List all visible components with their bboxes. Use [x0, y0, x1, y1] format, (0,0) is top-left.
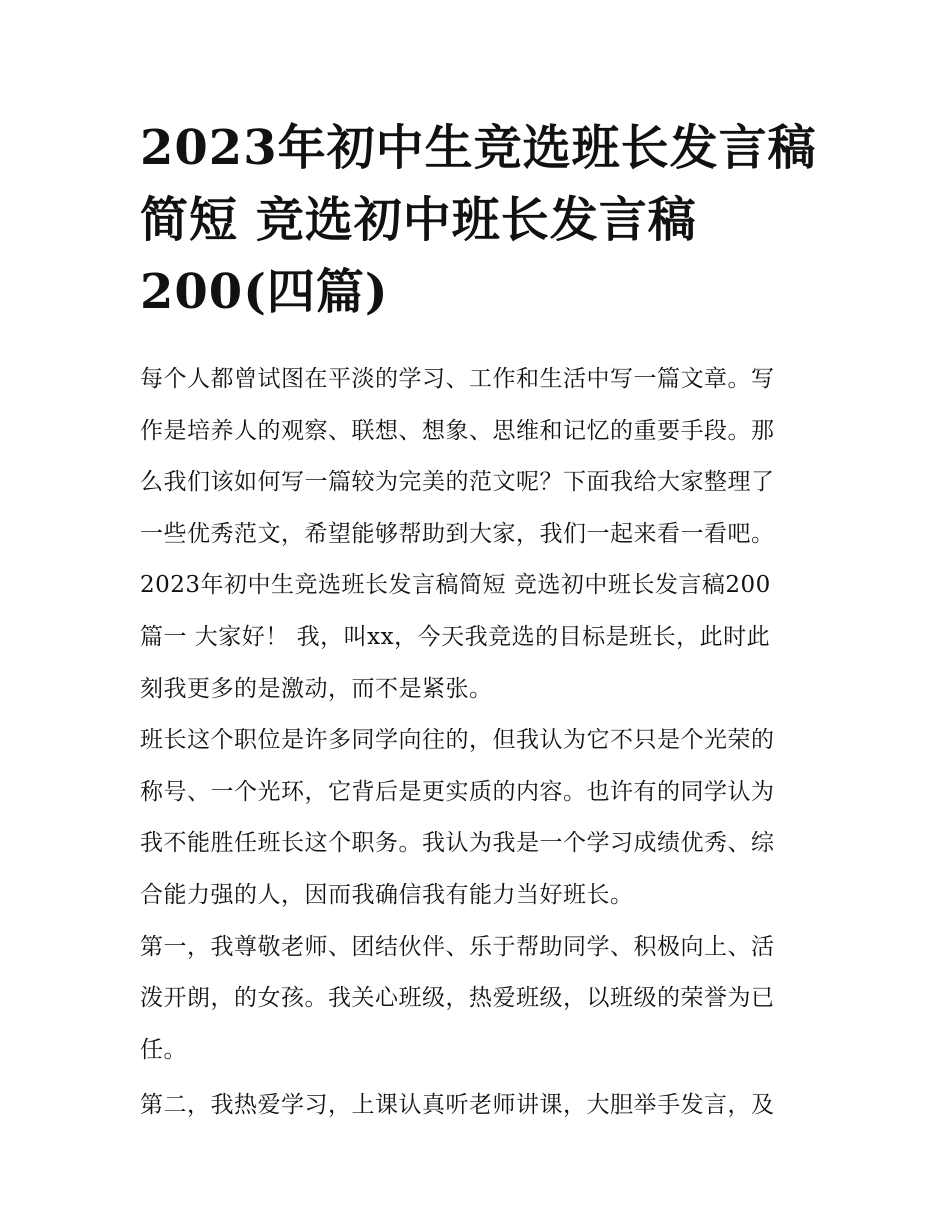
body-line: 班长这个职位是许多同学向往的，但我认为它不只是个光荣的 [140, 727, 775, 754]
body-line: 我不能胜任班长这个职务。我认为我是一个学习成绩优秀、综 [140, 830, 775, 857]
body-line: 作是培养人的观察、联想、想象、思维和记忆的重要手段。那 [140, 417, 775, 444]
title-line-2: 简短 竞选初中班长发言稿 [140, 192, 697, 248]
body-line: 么我们该如何写一篇较为完美的范文呢？下面我给大家整理了 [140, 469, 775, 496]
body-line: 第一，我尊敬老师、团结伙伴、乐于帮助同学、积极向上、活 [140, 933, 775, 960]
body-line: 篇一 大家好！ 我，叫xx，今天我竞选的目标是班长，此时此 [140, 623, 771, 650]
body-line: 刻我更多的是激动，而不是紧张。 [140, 675, 493, 702]
document-body [140, 354, 820, 1132]
title-line-1: 2023年初中生竞选班长发言稿 [140, 120, 817, 176]
body-line: 2023年初中生竞选班长发言稿简短 竞选初中班长发言稿200 [140, 572, 771, 599]
body-line: 合能力强的人，因而我确信我有能力当好班长。 [140, 881, 634, 908]
body-line: 第二，我热爱学习，上课认真听老师讲课，大胆举手发言，及 [140, 1092, 775, 1119]
title-line-3: 200(四篇) [140, 264, 389, 320]
body-line: 一些优秀范文，希望能够帮助到大家，我们一起来看一看吧。 [140, 520, 775, 547]
document-title [140, 112, 820, 328]
body-line: 每个人都曾试图在平淡的学习、工作和生活中写一篇文章。写 [140, 366, 775, 392]
body-line: 泼开朗，的女孩。我关心班级，热爱班级，以班级的荣誉为已 [140, 985, 775, 1012]
body-line: 任。 [140, 1036, 187, 1063]
body-line: 称号、一个光环，它背后是更实质的内容。也许有的同学认为 [140, 778, 775, 805]
